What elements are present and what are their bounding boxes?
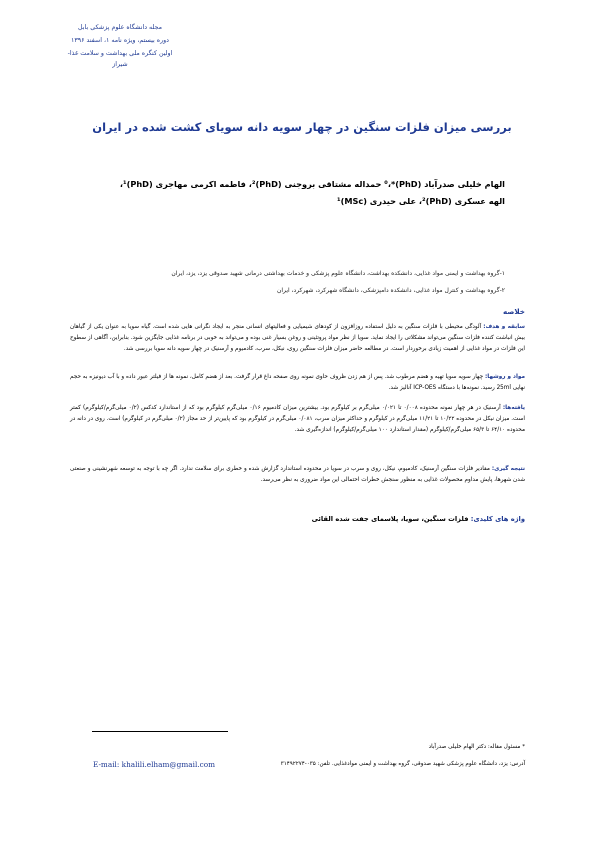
results-text: آرسنیک در هر چهار نمونه محدوده ۰/۰۰۸ تا ۰/۰۲۱ میلی‌گرم بر کیلوگرم بود. بیشترین میزان کادمیوم ۰/۱۶ میلی‌گرم کیلوگرم بود که از استاندارد کدکس (۰/۲ میلی‌گرم/کیلوگرم) کمتر است. میزان نیکل در محدوده ۱۰/۲۲ تا ۱۱/۲۱ میلی‌گرم در کیلوگرم و حداکثر میزان سرب، ۰/۰۸۱ میلی‌گرم در کیلوگرم بود که پایین‌تر از حد مجاز (۰/۲ میلی‌گرم در کیلوگرم) است. روی در دانه در محدوده ۶۴/۱۰ تا ۶۵/۳ میلی‌گرم/کیلوگرم (مقدار استاندارد ۱۰۰ میلی‌گرم/کیلوگرم) اندازه‌گیری شد. [70,405,525,434]
corresponding-address: آدرس: یزد، دانشگاه علوم پزشکی شهید صدوقی، گروه بهداشت و ایمنی موادغذایی. تلفن: ۰۳۵-۳۱۴۹۲۲۷۴ [280,761,525,767]
affiliation-1: ۱-گروه بهداشت و ایمنی مواد غذایی، دانشکده بهداشت، دانشگاه علوم پزشکی و خدمات بهداشتی درمانی شهید صدوقی یزد، یزد، ایران [171,270,505,277]
authors-line-2: الهه عسکری (PhD)‏²، علی حیدری (MSc)‏¹ [336,196,505,206]
footnote-divider [92,731,228,732]
keywords-label: واژه های کلیدی: [470,515,525,523]
background-text: آلودگی محیطی با فلزات سنگین به دلیل استفاده روزافزون از کودهای شیمیایی و فعالیتهای انسانی منجر به ایجاد نگرانی هایی شده است. گیاه سویا به عنوان یکی از گیاهان بیش انباشت کننده فلزات سنگین می‌تواند مشکلاتی را ایجاد نماید. سویا از نظر مواد پروتئینی و روغن بسیار غنی بوده و می‌تواند به خوبی در برنامه غذایی جایگزین شود. بنابراین، آگاهی از سطوح این فلزات در مواد غذایی از اهمیت زیادی برخوردار است. در مطالعه حاضر میزان فلزات سنگین روی، نیکل، سرب، کادمیوم و آرسنیک در چهار سویه دانه سویا بررسی شد. [70,324,525,353]
paper-title: بررسی میزان فلزات سنگین در چهار سویه دانه سویای کشت شده در ایران [92,120,512,134]
conclusion-text: مقادیر فلزات سنگین آرسنیک، کادمیوم، نیکل، روی و سرب در سویا در محدوده استاندارد گزارش شده و خطری برای سلامت ندارد. اگر چه با توجه به توسعه شهرنشینی و صنعتی شدن شهرها، پایش مداوم محصولات غذایی به منظور سنجش خطرات احتمالی این مواد ضروری به نظر می‌رسد. [70,466,525,484]
corresponding-author: * مسئول مقاله: دکتر الهام خلیلی صدرآباد [428,744,525,750]
results-label: یافته‌ها: [502,405,526,411]
abstract-background [70,322,525,356]
methods-label: مواد و روشها: [484,374,525,380]
keywords [70,515,525,523]
journal-issue: دوره بیستم، ویژه نامه ۱، اسفند ۱۳۹۶ [71,37,169,44]
background-label: سابقه و هدف: [483,324,525,330]
journal-name: مجله دانشگاه علوم پزشکی بابل [78,24,162,31]
abstract-methods [70,372,525,394]
methods-text: چهار سویه سویا تهیه و هضم مرطوب شد. پس از هم زدن ظروف حاوی نمونه روی صفحه داغ قرار گرفت. بعد از هضم کامل، نمونه ها از فیلتر عبور داده و با آب دیونیزه به حجم نهایی 25ml رسید. نمونه‌ها با دستگاه ICP-OES آنالیز شد. [70,374,525,392]
affiliation-2: ۲-گروه بهداشت و کنترل مواد غذایی، دانشکده دامپزشکی، دانشگاه شهرکرد، شهرکرد، ایران [276,287,505,294]
keywords-text: فلزات سنگین، سویا، پلاسمای جفت شده القائی [311,515,469,523]
abstract-results [70,403,525,437]
journal-congress: اولین کنگره ملی بهداشت و سلامت غذا-شیراز [67,50,173,68]
conclusion-label: نتیجه گیری: [491,466,526,472]
corresponding-email[interactable]: E-mail: khalili.elham@gmail.com [93,760,216,769]
authors-line-1: الهام خلیلی صدرآباد (PhD)‏*‏،⁰ حمداله مشتاقی بروجنی (PhD)‏²، فاطمه اکرمی مهاجری (PhD)‏¹، [119,179,505,189]
abstract-conclusion [70,464,525,486]
abstract-heading: خلاصه [503,307,525,316]
